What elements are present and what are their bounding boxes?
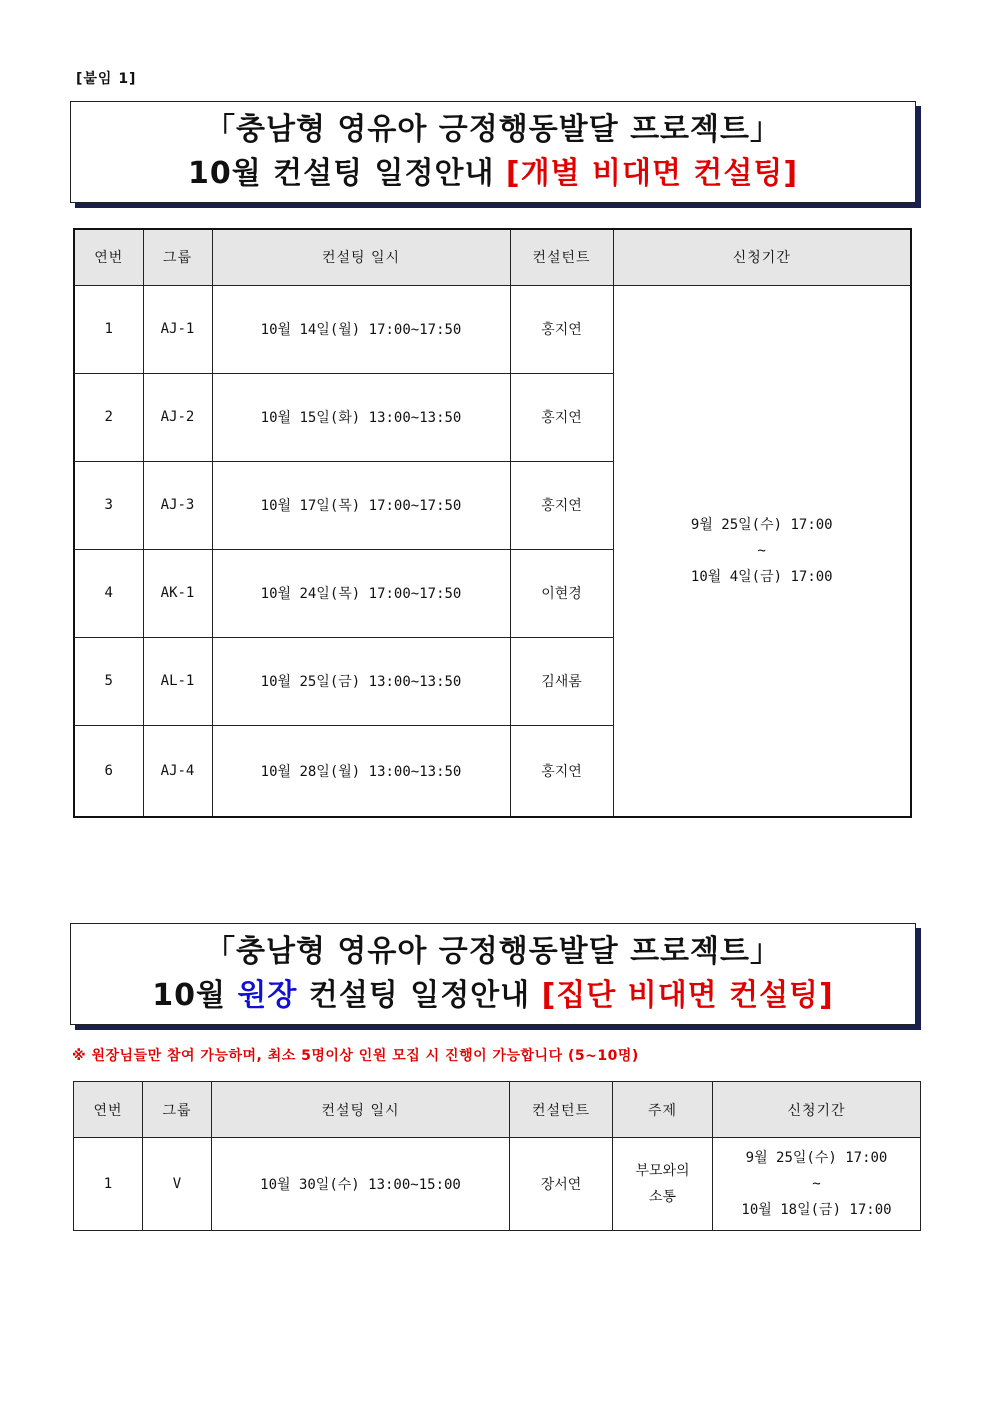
- application-period-cell: [613, 285, 911, 817]
- row-topic: [613, 1138, 713, 1231]
- row-datetime: 10월 14일(월) 17:00~17:50: [212, 285, 510, 373]
- row-datetime: 10월 30일(수) 13:00~15:00: [212, 1138, 510, 1231]
- table-header-row: [74, 229, 911, 285]
- row-consultant: 장서연: [510, 1138, 613, 1231]
- row-datetime: 10월 17일(목) 17:00~17:50: [212, 461, 510, 549]
- row-group: AJ-1: [143, 285, 212, 373]
- row-no: 5: [74, 637, 143, 725]
- header-period: 신청기간: [713, 1082, 921, 1138]
- table-header-row: [74, 1082, 921, 1138]
- row-no: 4: [74, 549, 143, 637]
- section2-title-text-a: 10월: [152, 978, 238, 1013]
- notice-text: ※ 원장님들만 참여 가능하며, 최소 5명이상 인원 모집 시 진행이 가능합니다 (5~10명): [72, 1048, 639, 1064]
- application-period-cell: [713, 1138, 921, 1231]
- row-no: 2: [74, 373, 143, 461]
- table-row: [74, 285, 911, 373]
- row-group: AJ-4: [143, 725, 212, 817]
- section2-title-line1: 「충남형 영유아 긍정행동발달 프로젝트」: [204, 934, 781, 969]
- section1-title-line2: [71, 152, 915, 196]
- period-separator: ~: [757, 542, 766, 559]
- section1-title-line1: 「충남형 영유아 긍정행동발달 프로젝트」: [204, 112, 781, 147]
- header-no: 연번: [74, 1082, 143, 1138]
- row-consultant: 홍지연: [510, 285, 613, 373]
- period-start: 9월 25일(수) 17:00: [745, 1150, 888, 1166]
- period-end: 10월 18일(금) 17:00: [741, 1202, 892, 1218]
- header-group: 그룹: [143, 229, 212, 285]
- header-topic: 주제: [613, 1082, 713, 1138]
- topic-line1: 부모와의: [635, 1163, 690, 1179]
- row-no: 1: [74, 285, 143, 373]
- table-row: [74, 1138, 921, 1231]
- section1-title-line2-text: 10월 컨설팅 일정안내: [187, 156, 506, 191]
- section1-title-highlight: [개별 비대면 컨설팅]: [505, 156, 799, 191]
- header-consultant: 컨설턴트: [510, 229, 613, 285]
- row-group: AL-1: [143, 637, 212, 725]
- group-consulting-table: [73, 1081, 921, 1231]
- row-consultant: 홍지연: [510, 461, 613, 549]
- row-no: 1: [74, 1138, 143, 1231]
- header-no: 연번: [74, 229, 143, 285]
- row-no: 3: [74, 461, 143, 549]
- section1-title-box: [70, 101, 916, 203]
- row-group: AJ-3: [143, 461, 212, 549]
- header-consultant: 컨설턴트: [510, 1082, 613, 1138]
- section2-title-box: [70, 923, 916, 1025]
- row-datetime: 10월 15일(화) 13:00~13:50: [212, 373, 510, 461]
- header-datetime: 컨설팅 일시: [212, 229, 510, 285]
- section2-title-highlight: [집단 비대면 컨설팅]: [541, 978, 834, 1013]
- header-period: 신청기간: [613, 229, 911, 285]
- header-datetime: 컨설팅 일시: [212, 1082, 510, 1138]
- row-group: AK-1: [143, 549, 212, 637]
- row-consultant: 김새롬: [510, 637, 613, 725]
- attachment-label: [붙임 1]: [76, 71, 137, 87]
- row-consultant: 홍지연: [510, 373, 613, 461]
- section2-title-director: 원장: [237, 978, 298, 1013]
- row-consultant: 이현경: [510, 549, 613, 637]
- row-datetime: 10월 25일(금) 13:00~13:50: [212, 637, 510, 725]
- section2-title-line2: [71, 974, 915, 1018]
- row-group: V: [143, 1138, 212, 1231]
- header-group: 그룹: [143, 1082, 212, 1138]
- topic-line2: 소통: [648, 1189, 677, 1205]
- row-group: AJ-2: [143, 373, 212, 461]
- period-separator: ~: [812, 1176, 821, 1192]
- row-datetime: 10월 28일(월) 13:00~13:50: [212, 725, 510, 817]
- period-end: 10월 4일(금) 17:00: [690, 568, 833, 585]
- row-datetime: 10월 24일(목) 17:00~17:50: [212, 549, 510, 637]
- period-start: 9월 25일(수) 17:00: [690, 516, 833, 533]
- row-consultant: 홍지연: [510, 725, 613, 817]
- individual-consulting-table: [73, 228, 912, 818]
- row-no: 6: [74, 725, 143, 817]
- section2-title-text-b: 컨설팅 일정안내: [297, 978, 542, 1013]
